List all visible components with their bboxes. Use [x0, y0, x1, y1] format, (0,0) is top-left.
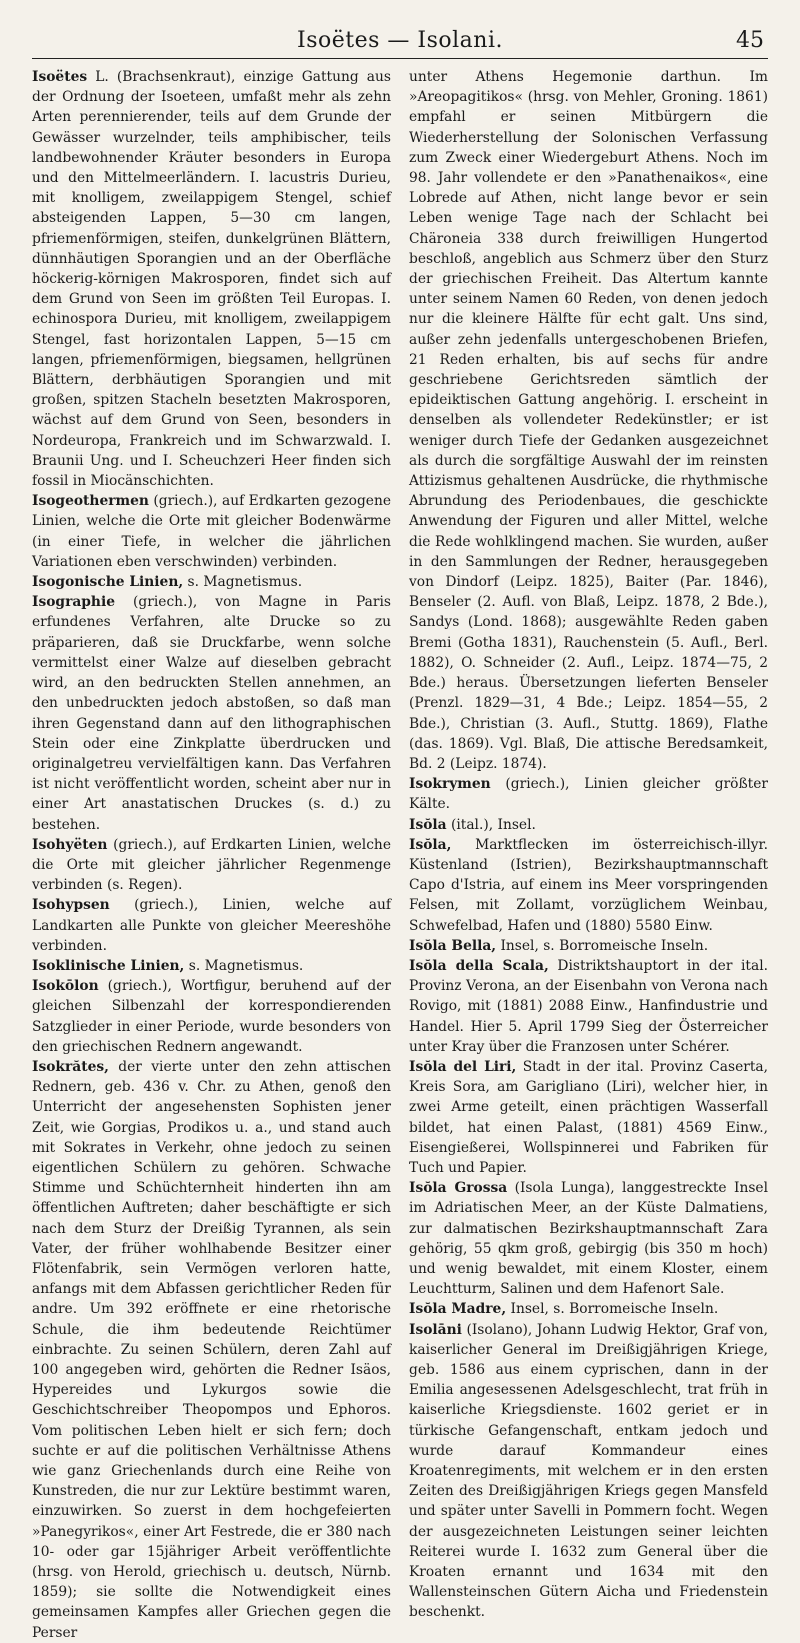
left-column — [32, 67, 391, 1643]
entry-headword: Isogonische Linien, — [32, 574, 184, 591]
entry-headword: Isŏla del Liri, — [409, 1058, 517, 1075]
entry-text: (griech.), Linien gleicher größter Kälte. — [409, 776, 768, 813]
running-head-title: Isoëtes — Isolani. — [297, 28, 503, 53]
entry-text: Distriktshauptort in der ital. Provinz Verona, an der Eisenbahn von Verona nach Rovigo, mit (1881) 2088 Einw., Hanfindustrie und Handel. Hier 5. April 1799 Sieg der Österreicher unter Kray über die Franzosen unter Schérer. — [409, 957, 768, 1055]
dictionary-entry — [32, 1057, 391, 1643]
entry-headword: Isolāni — [409, 1321, 462, 1338]
entry-headword: Isokōlon — [32, 978, 99, 995]
entry-text: (griech.), von Magne in Paris erfundenes Verfahren, alte Drucke so zu präparieren, daß sie Druckfarbe, wenn solche vermittelst einer Walze auf dieselben gebracht wird, an den bedruckten Stellen annehmen, an den unbedruckten jedoch abstoßen, so daß man ihren Gegenstand dann auf den lithographischen Stein oder eine Zinkplatte überdrucken und originalgetreu vervielfältigen kann. Das Verfahren ist nicht veröffentlicht worden, scheint aber nur in einer Art anastatischen Druckes (s. d.) zu bestehen. — [32, 594, 391, 833]
entry-headword: Isŏla, — [409, 836, 452, 853]
entry-headword: Isoklinische Linien, — [32, 957, 185, 974]
entry-text: der vierte unter den zehn attischen Rednern, geb. 436 v. Chr. zu Athen, genoß den Unterricht der angesehensten Sophisten jener Zeit, wie Gorgias, Prodikos u. a., und stand auch mit Sokrates in Verkehr, ohne jedoch zu seinen eigentlichen Schülern zu gehören. Schwache Stimme und Schüchternheit hinderten ihn am öffentlichen Auftreten; daher beschäftigte er sich nach dem Sturz der Dreißig Tyrannen, als sein Vater, der früher wohlhabende Besitzer einer Flötenfabrik, sein Vermögen verloren hatte, anfangs mit dem Abfassen gerichtlicher Reden für andre. Um 392 eröffnete er eine rhetorische Schule, die ihm bedeutende Reichtümer einbrachte. Zu seinen Schülern, deren Zahl auf 100 angegeben wird, gehörten die Redner Isäos, Hypereides und Lykurgos sowie die Geschichtschreiber Theopompos und Ephoros. Vom politischen Leben hielt er sich fern; doch suchte er auf die politischen Verhältnisse Athens wie ganz Griechenlands durch eine Reihe von Kunstreden, die nur zur Lektüre bestimmt waren, einzuwirken. So zuerst in dem hochgefeierten »Panegyrikos«, einer Art Festrede, die er 380 nach 10- oder gar 15jähriger Arbeit veröffentlichte (hrsg. von Herold, griechisch u. deutsch, Nürnb. 1859); sie sollte die Notwendigkeit eines gemeinsamen Kampfes aller Griechen gegen die Perser — [32, 1058, 391, 1641]
entry-headword: Isohypsen — [32, 897, 110, 914]
dictionary-entry — [32, 592, 391, 834]
entry-headword: Isokrătes, — [32, 1058, 109, 1075]
entry-headword: Isokrymen — [409, 776, 491, 793]
entry-headword: Isŏla Bella, — [409, 937, 497, 954]
dictionary-entry — [409, 67, 768, 774]
dictionary-entry — [32, 491, 391, 572]
entry-headword: Isŏla Grossa — [409, 1180, 508, 1197]
text-columns — [32, 67, 768, 1643]
entry-text: (griech.), auf Erdkarten gezogene Linien, welche die Orte mit gleicher Bodenwärme (in einer Tiefe, in welcher die jährlichen Variationen eben verschwinden) verbinden. — [32, 493, 391, 570]
entry-text: Insel, s. Borromeische Inseln. — [506, 1301, 719, 1318]
running-head — [32, 24, 768, 59]
entry-text: unter Athens Hegemonie darthun. Im »Areopagitikos« (hrsg. von Mehler, Groning. 1861) empfahl er seinen Mitbürgern die Wiederherstellung der Solonischen Verfassung zum Zweck einer Wiedergeburt Athens. Noch im 98. Jahr vollendete er den »Panathenaikos«, eine Lobrede auf Athen, nicht lange bevor er sein Leben wenige Tage nach der Schlacht bei Chäroneia 338 durch freiwilligen Hungertod beschloß, angeblich aus Schmerz über den Sturz der griechischen Freiheit. Das Altertum kannte unter seinem Namen 60 Reden, von denen jedoch nur die kleinere Hälfte für echt galt. Uns sind, außer zehn jedenfalls untergeschobenen Briefen, 21 Reden erhalten, bis auf sechs für andre geschriebene Gerichtsreden sämtlich der epideiktischen Gattung angehörig. I. erscheint in denselben als vollendeter Redekünstler; er ist weniger durch Tiefe der Gedanken ausgezeichnet als durch die sorgfältige Auswahl der im reinsten Attizismus gehaltenen Ausdrücke, die rhythmische Abrundung des Periodenbaues, die geschickte Anwendung der Figuren und aller Mittel, welche die Rede wohlklingend machen. Sie wurden, außer in den Sammlungen der Redner, herausgegeben von Dindorf (Leipz. 1825), Baiter (Par. 1846), Benseler (2. Aufl. von Blaß, Leipz. 1878, 2 Bde.), Sandys (Lond. 1868); ausgewählte Reden gaben Bremi (Gotha 1831), Rauchenstein (5. Aufl., Berl. 1882), O. Schneider (2. Aufl., Leipz. 1874—75, 2 Bde.) heraus. Übersetzungen lieferten Benseler (Prenzl. 1829—31, 4 Bde.; Leipz. 1854—55, 2 Bde.), Christian (3. Aufl., Stuttg. 1869), Flathe (das. 1869). Vgl. Blaß, Die attische Beredsamkeit, Bd. 2 (Leipz. 1874). — [409, 69, 768, 772]
dictionary-entry — [32, 956, 391, 976]
entry-text: (ital.), Insel. — [446, 816, 536, 833]
dictionary-entry — [409, 815, 768, 835]
entry-text: L. (Brachsenkraut), einzige Gattung aus der Ordnung der Isoeteen, umfaßt mehr als zehn Arten perennierender, teils auf dem Grunde der Gewässer wurzelnder, teils amphibischer, teils landbewohnender Kräuter besonders in Europa und den Mittelmeerländern. I. lacustris Durieu, mit knolligem, zweilappigem Stengel, schief absteigenden Lappen, 5—30 cm langen, pfriemenförmigen, steifen, dunkelgrünen Blättern, dünnhäutigen Sporangien und an der Oberfläche höckerig-körnigen Makrosporen, findet sich auf dem Grund von Seen im größten Teil Europas. I. echinospora Durieu, mit knolligem, zweilappigem Stengel, fast horizontalen Lappen, 5—15 cm langen, pfriemenförmigen, biegsamen, hellgrünen Blättern, derbhäutigen Sporangien und mit großen, spitzen Stacheln besetzten Makrosporen, wächst auf dem Grund von Seen, besonders in Nordeuropa, Frankreich und im Schwarzwald. I. Braunii Ung. und I. Scheuchzeri Heer finden sich fossil in Miocänschichten. — [32, 69, 391, 490]
entry-text: s. Magnetismus. — [184, 957, 304, 974]
entry-text: (griech.), Wortfigur, beruhend auf der gleichen Silbenzahl der korrespondierenden Satzglieder in einer Periode, wurde besonders von den griechischen Rednern angewandt. — [32, 978, 391, 1055]
entry-text: Marktflecken im österreichisch-illyr. Küstenland (Istrien), Bezirkshauptmannschaft Capo d'Istria, auf einem ins Meer vorspringenden Felsen, mit Zollamt, vorzüglichem Weinbau, Schwefelbad, Hafen und (1880) 5580 Einw. — [409, 836, 768, 934]
dictionary-entry — [409, 1320, 768, 1623]
dictionary-entry — [32, 67, 391, 491]
entry-text: (griech.), Linien, welche auf Landkarten alle Punkte von gleicher Meereshöhe verbinden. — [32, 897, 391, 954]
entry-headword: Isogeothermen — [32, 493, 149, 510]
dictionary-entry — [32, 976, 391, 1057]
dictionary-entry — [409, 1299, 768, 1319]
entry-headword: Isŏla della Scala, — [409, 957, 549, 974]
dictionary-entry — [32, 895, 391, 956]
dictionary-entry — [409, 1057, 768, 1178]
dictionary-entry — [409, 835, 768, 936]
entry-headword: Isographie — [32, 594, 115, 611]
entry-headword: Isŏla Madre, — [409, 1301, 507, 1318]
right-column — [409, 67, 768, 1643]
dictionary-entry — [409, 956, 768, 1057]
entry-headword: Isŏla — [409, 816, 447, 833]
entry-headword: Isohyëten — [32, 836, 108, 853]
dictionary-entry — [32, 835, 391, 896]
entry-text: (griech.), auf Erdkarten Linien, welche die Orte mit gleicher jährlicher Regenmenge verbinden (s. Regen). — [32, 836, 391, 894]
dictionary-entry — [409, 1178, 768, 1299]
entry-text: Stadt in der ital. Provinz Caserta, Kreis Sora, am Garigliano (Liri), welcher hier, in zwei Arme geteilt, einen prächtigen Wasserfall bildet, hat einen Palast, (1881) 4569 Einw., Eisengießerei, Wollspinnerei und Fabriken für Tuch und Papier. — [409, 1058, 768, 1176]
entry-text: Insel, s. Borromeische Inseln. — [496, 937, 709, 954]
entry-text: (Isola Lunga), langgestreckte Insel im Adriatischen Meer, an der Küste Dalmatiens, zur dalmatischen Bezirkshauptmannschaft Zara gehörig, 55 qkm groß, gebirgig (bis 350 m hoch) und wenig bewaldet, mit einem Kloster, einem Leuchtturm, Salinen und dem Hafenort Sale. — [409, 1180, 768, 1298]
entry-headword: Isoëtes — [32, 69, 88, 85]
entry-text: s. Magnetismus. — [183, 574, 303, 591]
entry-text: (Isolano), Johann Ludwig Hektor, Graf von, kaiserlicher General im Dreißigjährigen Kriege, geb. 1586 aus einem cyprischen, dann in der Emilia angesessenen Adelsgeschlecht, trat früh in kaiserliche Kriegsdienste. 1602 geriet er in türkische Gefangenschaft, entkam jedoch und wurde darauf Kommandeur eines Kroatenregiments, mit welchem er in den ersten Zeiten des Dreißigjährigen Kriegs gegen Mansfeld und später unter Savelli in Pommern focht. Wegen der ausgezeichneten Leistungen seiner leichten Reiterei wurde I. 1632 zum General über die Kroaten ernannt und 1634 mit den Wallensteinschen Gütern Aicha und Friedenstein beschenkt. — [409, 1321, 768, 1621]
page-number: 45 — [736, 28, 764, 53]
dictionary-entry — [409, 936, 768, 956]
dictionary-entry — [409, 774, 768, 814]
dictionary-entry — [32, 572, 391, 592]
